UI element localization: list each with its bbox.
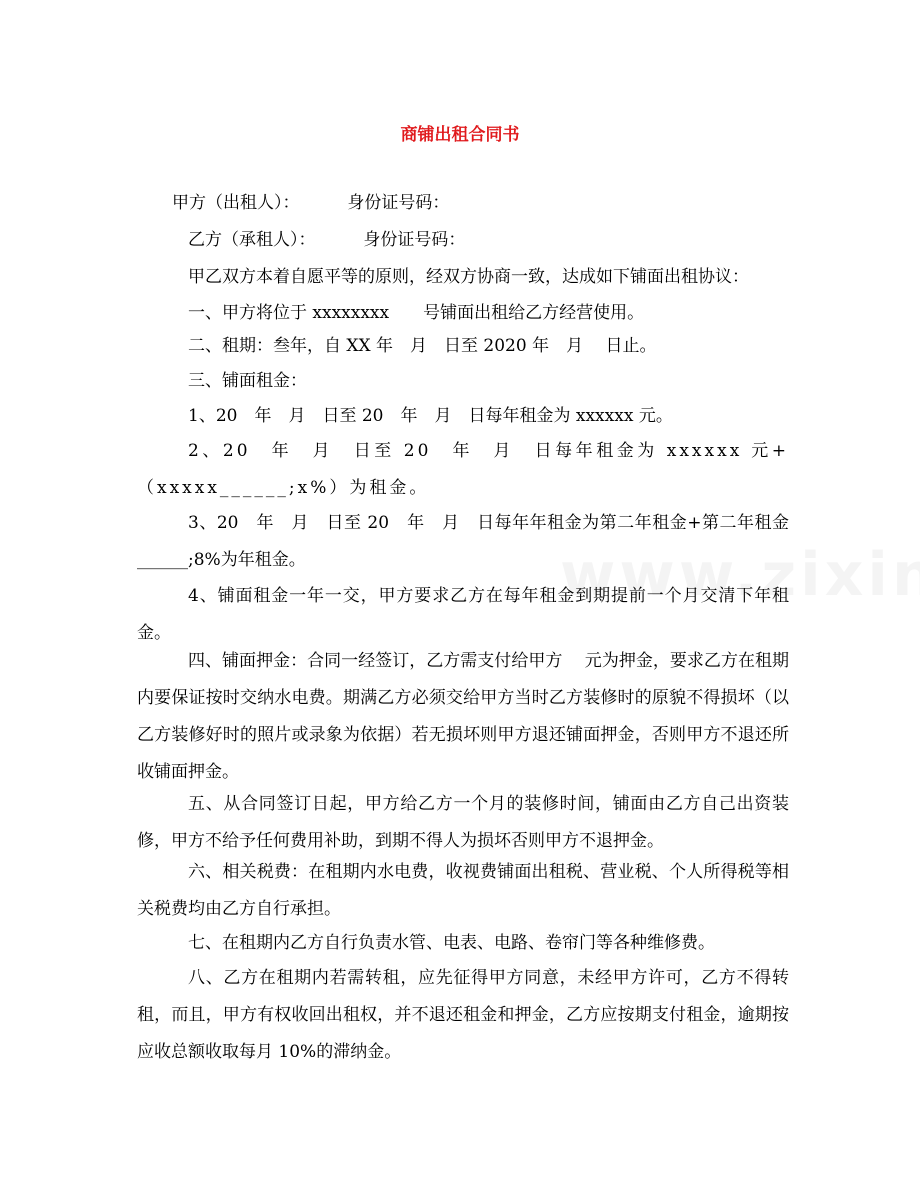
clause-7: 七、在租期内乙方自行负责水管、电表、电路、卷帘门等各种维修费。: [188, 933, 715, 953]
party-b-line: 乙方（承租人）： 身份证号码：: [188, 230, 466, 250]
clause-4: 四、铺面押金：合同一经签订，乙方需支付给甲方 元为押金，要求乙方在租期内要保证按时交纳水电费。期满乙方必须交给甲方当时乙方装修时的原貌不得损坏（以乙方装修好时的照片或录象为依据）若无损坏则甲方退还铺面押金，否则甲方不退还所收铺面押金。: [137, 651, 789, 782]
clause-3-item-3: 3、20 年 月 日至 20 年 月 日每年年租金为第二年租金+第二年租金______;8%为年租金。: [137, 513, 789, 570]
clause-3-item-1: 1、20 年 月 日至 20 年 月 日每年租金为 xxxxxx 元。: [188, 406, 673, 426]
intro-paragraph: 甲乙双方本着自愿平等的原则，经双方协商一致，达成如下铺面出租协议：: [188, 267, 749, 287]
clause-3-item-4: 4、铺面租金一年一交，甲方要求乙方在每年租金到期提前一个月交清下年租金。: [137, 586, 789, 643]
party-a-line: 甲方（出租人）： 身份证号码：: [172, 193, 450, 213]
clause-6: 六、相关税费：在租期内水电费，收视费铺面出租税、营业税、个人所得税等相关税费均由乙方自行承担。: [137, 862, 789, 919]
clause-8: 八、乙方在租期内若需转租，应先征得甲方同意，未经甲方许可，乙方不得转租，而且，甲方有权收回出租权，并不退还租金和押金，乙方应按期支付租金，逾期按应收总额收取每月 10%的滞纳金。: [137, 968, 789, 1062]
contract-title: 商铺出租合同书: [400, 125, 520, 145]
clause-3-title: 三、铺面租金：: [188, 371, 307, 391]
clause-1: 一、甲方将位于 xxxxxxxx 号铺面出租给乙方经营使用。: [188, 303, 645, 323]
clause-5: 五、从合同签订日起，甲方给乙方一个月的装修时间，铺面由乙方自己出资装修，甲方不给予任何费用补助，到期不得人为损坏否则甲方不退押金。: [137, 794, 789, 851]
clause-3-item-2: 2、20 年 月 日至 20 年 月 日每年租金为 xxxxxx 元+（xxxxx______;x%）为租金。: [137, 441, 789, 498]
clause-2: 二、租期：叁年，自 XX 年 月 日至 2020 年 月 日止。: [188, 336, 657, 356]
